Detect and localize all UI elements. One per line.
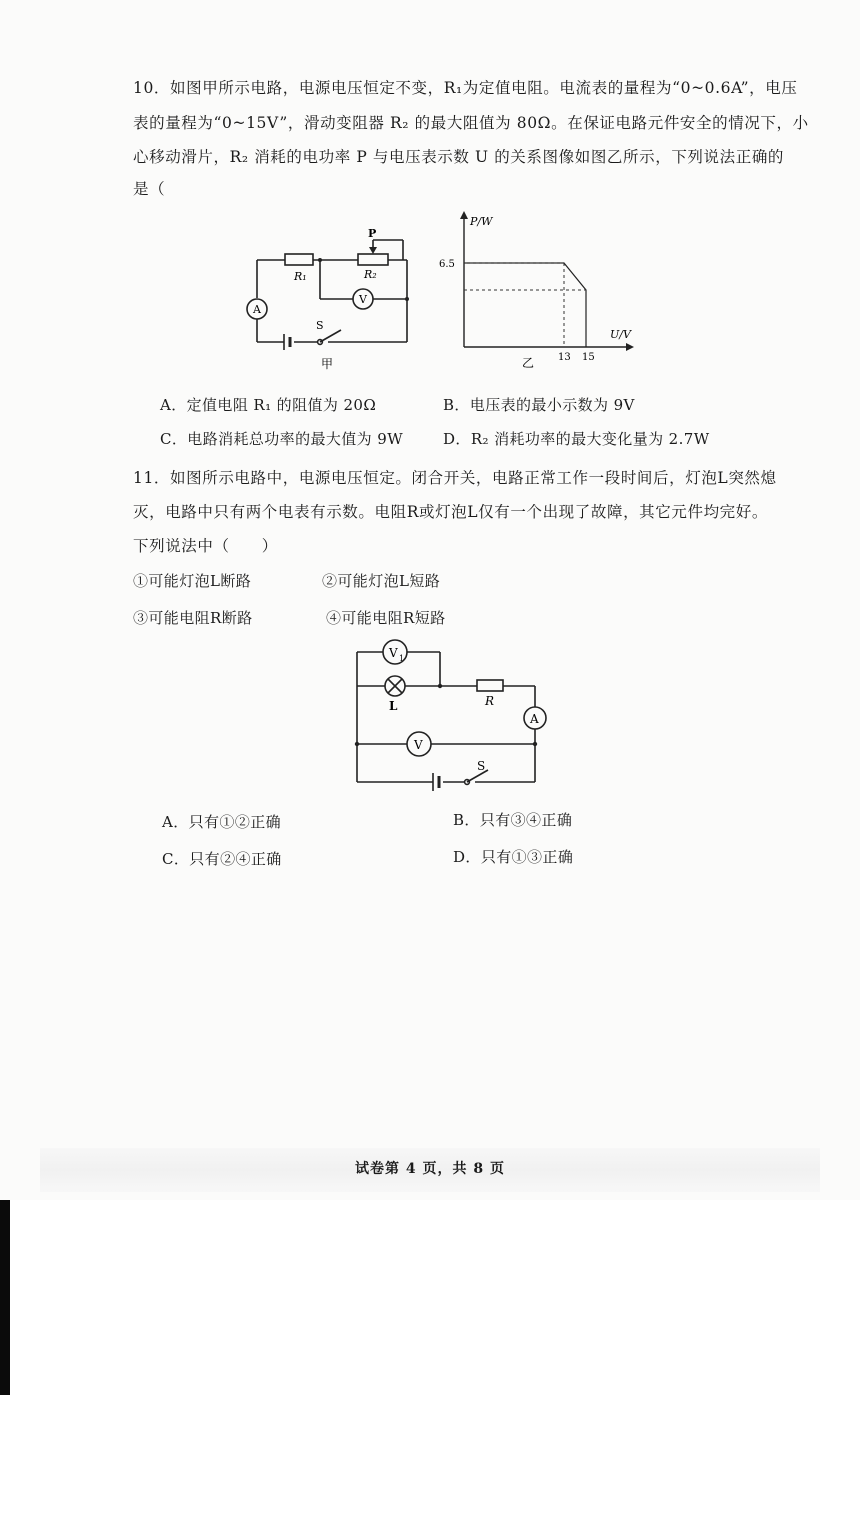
label-a: A [253,303,261,316]
q11-option-b[interactable]: B．只有③④正确 [453,811,573,829]
q11-line-1: 11．如图所示电路中，电源电压恒定。闭合开关，电路正常工作一段时间后，灯泡L突然熄 [133,469,777,487]
circuit-diagram-jia [240,225,430,375]
q11-statement-3: ③可能电阻R断路 [133,609,253,627]
q11-statement-4: ④可能电阻R短路 [326,609,446,627]
label-l: L [389,699,398,713]
x-tick-13: 13 [558,352,571,363]
label-r: R [485,694,495,708]
y-tick-6-5: 6.5 [439,259,455,270]
q10-option-a[interactable]: A．定值电阻 R₁ 的阻值为 20Ω [160,396,377,414]
label-s: S [316,319,324,332]
q10-option-c[interactable]: C．电路消耗总功率的最大值为 9W [160,430,404,448]
page-footer: 试卷第 4 页，共 8 页 [355,1161,505,1177]
graph-yi [430,205,640,375]
caption-yi: 乙 [522,356,535,370]
label-v: V [359,293,367,306]
resistor-r1 [285,254,313,265]
q11-line-2: 灭，电路中只有两个电表有示数。电阻R或灯泡L仅有一个出现了故障，其它元件均完好。 [133,503,768,521]
slider-arrow [369,247,377,254]
label-s: S [477,759,486,773]
y-axis-label: P/W [470,215,493,228]
q10-option-b[interactable]: B．电压表的最小示数为 9V [443,396,635,414]
scan-edge-bar [0,1200,10,1395]
label-v: V [414,738,423,752]
q11-statement-1: ①可能灯泡L断路 [133,572,252,590]
q10-line-4: 是（ [133,180,166,198]
label-p: P [368,227,377,240]
q10-line-1: 10．如图甲所示电路，电源电压恒定不变，R₁为定值电阻。电流表的量程为“0~0.6A”，电压 [133,79,798,97]
x-tick-15: 15 [582,352,595,363]
label-v1: V [389,646,398,660]
label-v1-sub: 1 [399,654,405,663]
q10-line-2: 表的量程为“0~15V”，滑动变阻器 R₂ 的最大阻值为 80Ω。在保证电路元件安全的情况下，小 [133,114,809,132]
resistor-r [477,680,503,691]
q11-option-d[interactable]: D．只有①③正确 [453,848,574,866]
power-curve [464,263,586,347]
label-r2: R₂ [364,268,377,281]
x-axis-label: U/V [610,328,631,341]
q10-line-3: 心移动滑片，R₂ 消耗的电功率 P 与电压表示数 U 的关系图像如图乙所示，下列说法正确的 [133,148,785,166]
q11-line-3: 下列说法中（ ） [133,537,278,555]
q11-option-c[interactable]: C．只有②④正确 [162,850,282,868]
battery [433,773,439,791]
label-a: A [530,712,539,726]
battery [284,334,290,350]
q11-option-a[interactable]: A．只有①②正确 [162,813,282,831]
q11-statement-2: ②可能灯泡L短路 [322,572,441,590]
circuit-diagram-q11 [345,630,560,795]
q10-option-d[interactable]: D．R₂ 消耗功率的最大变化量为 2.7W [443,430,710,448]
label-r1: R₁ [294,270,307,283]
caption-jia: 甲 [321,357,334,371]
rheostat-r2 [358,254,388,265]
